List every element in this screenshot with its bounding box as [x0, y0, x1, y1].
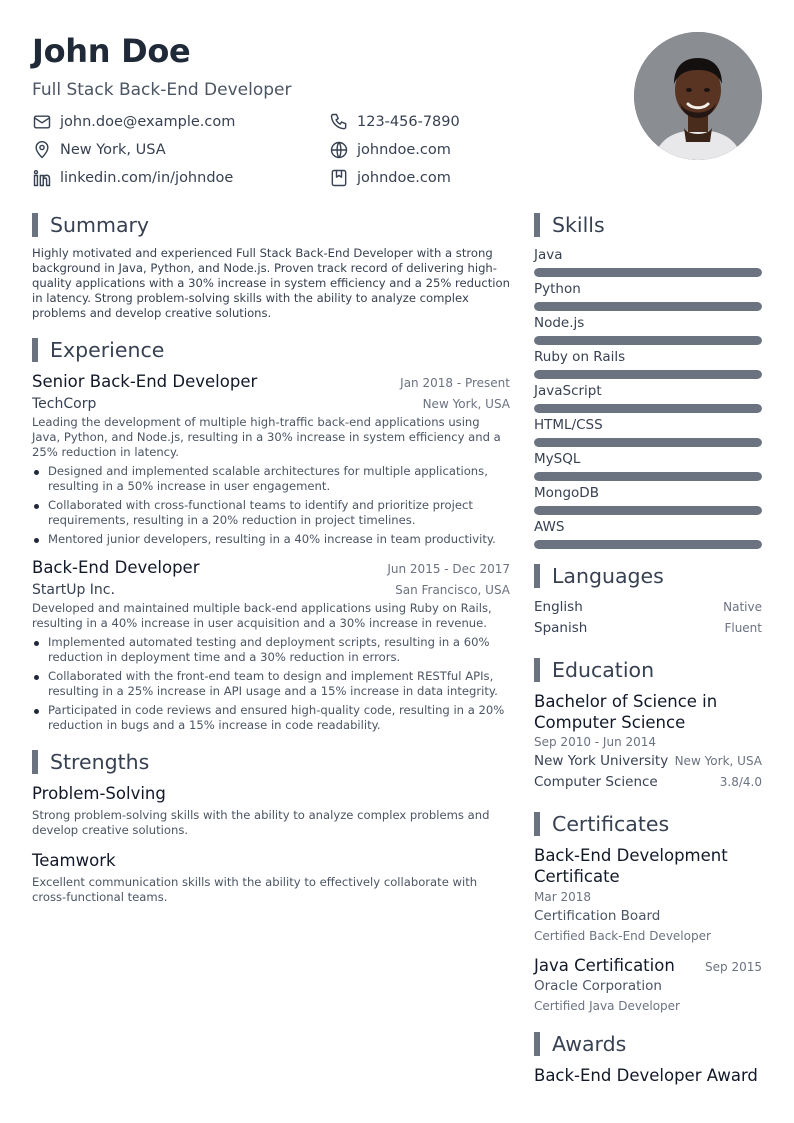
skill-name: Node.js — [534, 315, 585, 331]
certificate-title: Back-End Development Certificate — [534, 846, 728, 886]
strength-text: Strong problem-solving skills with the ability to analyze complex problems and develop creative solutions. — [32, 808, 490, 837]
awards-heading-text: Awards — [552, 1032, 627, 1056]
skills-heading-text: Skills — [552, 213, 605, 237]
job-location: San Francisco, USA — [395, 583, 510, 597]
languages-heading — [534, 563, 762, 589]
summary-heading-text: Summary — [50, 213, 150, 237]
experience-heading — [32, 337, 510, 363]
contact-portfolio[interactable] — [329, 168, 451, 188]
job-bullet: Collaborated with the front-end team to design and implement RESTful APIs, resulting in a 25% increase in API usage and a 15% increase in data integrity. — [32, 669, 510, 699]
language-item — [534, 618, 762, 639]
skill-name: MongoDB — [534, 485, 599, 501]
skill-name: MySQL — [534, 451, 581, 467]
portfolio-text: johndoe.com — [357, 170, 451, 186]
main-column — [32, 212, 510, 905]
section-accent-bar — [534, 564, 540, 588]
certificate-item — [534, 845, 762, 945]
section-accent-bar — [534, 812, 540, 836]
education-school: New York University — [534, 753, 669, 769]
job-description: Developed and maintained multiple back-end applications using Ruby on Rails, resulting in a 40% increase in user acquisition and a 30% increase in revenue. — [32, 601, 492, 630]
skill-level-bar — [534, 540, 762, 549]
job-title: Senior Back-End Developer — [32, 372, 258, 391]
website-text: johndoe.com — [357, 142, 451, 158]
summary-text: Highly motivated and experienced Full Stack Back-End Developer with a strong background in Java, Python, and Node.js. Proven track record of delivering high-quality applications with a 30% increase in system efficiency and a 25% reduction in latency. Strong problem-solving skills with the ability to analyze complex problems and develop creative solutions. — [32, 246, 510, 320]
strength-item — [32, 783, 510, 838]
skill-level-bar — [534, 438, 762, 447]
job-company: StartUp Inc. — [32, 582, 115, 598]
phone-icon — [329, 112, 349, 132]
section-accent-bar — [534, 1032, 540, 1056]
skill-level-fill — [534, 404, 762, 413]
education-heading — [534, 657, 762, 683]
job-bullets — [32, 635, 510, 733]
certificate-item — [534, 955, 762, 1015]
experience-heading-text: Experience — [50, 338, 165, 362]
skill-level-fill — [534, 370, 762, 379]
certificate-description: Certified Java Developer — [534, 999, 680, 1013]
email-text: john.doe@example.com — [60, 114, 236, 130]
skill-level-fill — [534, 268, 762, 277]
section-accent-bar — [32, 338, 38, 362]
map-pin-icon — [32, 140, 52, 160]
certificate-description: Certified Back-End Developer — [534, 929, 711, 943]
skill-item — [534, 484, 762, 515]
skills-list — [534, 246, 762, 549]
location-text: New York, USA — [60, 142, 166, 158]
strength-title: Teamwork — [32, 851, 116, 870]
job-bullet: Designed and implemented scalable architectures for multiple applications, resulting in a 50% increase in user engagement. — [32, 464, 510, 494]
job-bullet: Participated in code reviews and ensured high-quality code, resulting in a 20% reduction in bugs and a 15% increase in code readability. — [32, 703, 510, 733]
strengths-heading-text: Strengths — [50, 750, 150, 774]
language-level: Fluent — [724, 621, 762, 635]
job-date: Jan 2018 - Present — [400, 376, 510, 390]
certificates-heading — [534, 811, 762, 837]
globe-icon — [329, 140, 349, 160]
skill-name: AWS — [534, 519, 565, 535]
section-accent-bar — [32, 213, 38, 237]
mail-icon — [32, 112, 52, 132]
candidate-title: Full Stack Back-End Developer — [32, 80, 292, 100]
skill-name: HTML/CSS — [534, 417, 603, 433]
profile-photo — [634, 32, 762, 160]
skill-item — [534, 280, 762, 311]
contact-email[interactable] — [32, 112, 235, 132]
contact-linkedin[interactable] — [32, 168, 233, 188]
avatar-illustration — [634, 32, 762, 160]
skill-level-bar — [534, 302, 762, 311]
sidebar-column — [534, 212, 762, 1086]
skill-level-bar — [534, 268, 762, 277]
job-date: Jun 2015 - Dec 2017 — [387, 562, 510, 576]
summary-heading — [32, 212, 510, 238]
linkedin-text: linkedin.com/in/johndoe — [60, 170, 234, 186]
skill-name: JavaScript — [534, 383, 602, 399]
skill-level-fill — [534, 336, 762, 345]
candidate-name: John Doe — [32, 32, 191, 70]
job-entry — [32, 557, 510, 733]
certificate-date: Mar 2018 — [534, 890, 591, 904]
skill-item — [534, 348, 762, 379]
job-company: TechCorp — [32, 396, 97, 412]
language-level: Native — [723, 600, 762, 614]
strengths-heading — [32, 749, 510, 775]
skill-item — [534, 246, 762, 277]
skill-name: Java — [534, 247, 563, 263]
job-description: Leading the development of multiple high-traffic back-end applications using Java, Python, and Node.js, resulting in a 30% increase in system efficiency and a 25% reduction in latency. — [32, 415, 501, 459]
education-degree: Bachelor of Science in Computer Science — [534, 692, 718, 732]
bookmark-square-icon — [329, 168, 349, 188]
phone-text: 123-456-7890 — [357, 114, 460, 130]
contact-phone[interactable] — [329, 112, 460, 132]
certificate-date: Sep 2015 — [705, 960, 762, 974]
certificate-issuer: Certification Board — [534, 908, 661, 924]
award-title: Back-End Developer Award — [534, 1066, 758, 1085]
skill-level-bar — [534, 506, 762, 515]
certificate-title: Java Certification — [534, 956, 675, 975]
job-title: Back-End Developer — [32, 558, 200, 577]
education-location: New York, USA — [674, 754, 762, 768]
languages-heading-text: Languages — [552, 564, 664, 588]
skill-level-fill — [534, 302, 762, 311]
language-name: Spanish — [534, 620, 588, 636]
section-accent-bar — [534, 658, 540, 682]
job-entry — [32, 371, 510, 547]
contact-location — [32, 140, 166, 160]
strength-title: Problem-Solving — [32, 784, 166, 803]
strength-item — [32, 850, 510, 905]
job-bullet: Collaborated with cross-functional teams to identify and prioritize project requirements, resulting in a 20% reduction in project timelines. — [32, 498, 510, 528]
section-accent-bar — [32, 750, 38, 774]
skill-level-fill — [534, 472, 762, 481]
education-heading-text: Education — [552, 658, 655, 682]
education-gpa: 3.8/4.0 — [719, 775, 762, 789]
skill-level-bar — [534, 336, 762, 345]
skill-level-bar — [534, 370, 762, 379]
skill-item — [534, 416, 762, 447]
skill-item — [534, 382, 762, 413]
education-date: Sep 2010 - Jun 2014 — [534, 735, 657, 749]
language-item — [534, 597, 762, 618]
skill-level-bar — [534, 472, 762, 481]
education-field: Computer Science — [534, 774, 658, 790]
certificates-heading-text: Certificates — [552, 812, 670, 836]
job-bullet: Implemented automated testing and deployment scripts, resulting in a 60% reduction in deployment time and a 30% reduction in errors. — [32, 635, 510, 665]
skill-level-fill — [534, 506, 762, 515]
skill-level-bar — [534, 404, 762, 413]
strength-text: Excellent communication skills with the ability to effectively collaborate with cross-functional teams. — [32, 875, 478, 904]
skills-heading — [534, 212, 762, 238]
section-accent-bar — [534, 213, 540, 237]
linkedin-icon — [32, 168, 52, 188]
skill-name: Ruby on Rails — [534, 349, 626, 365]
language-name: English — [534, 599, 583, 615]
job-location: New York, USA — [422, 397, 510, 411]
job-bullets — [32, 464, 510, 547]
skill-item — [534, 518, 762, 549]
skill-item — [534, 314, 762, 345]
contact-website[interactable] — [329, 140, 451, 160]
skill-name: Python — [534, 281, 581, 297]
skill-item — [534, 450, 762, 481]
certificate-issuer: Oracle Corporation — [534, 978, 662, 994]
skill-level-fill — [534, 540, 762, 549]
resume-header — [32, 30, 592, 186]
job-bullet: Mentored junior developers, resulting in a 40% increase in team productivity. — [32, 532, 510, 547]
skill-level-fill — [534, 438, 762, 447]
awards-heading — [534, 1031, 762, 1057]
